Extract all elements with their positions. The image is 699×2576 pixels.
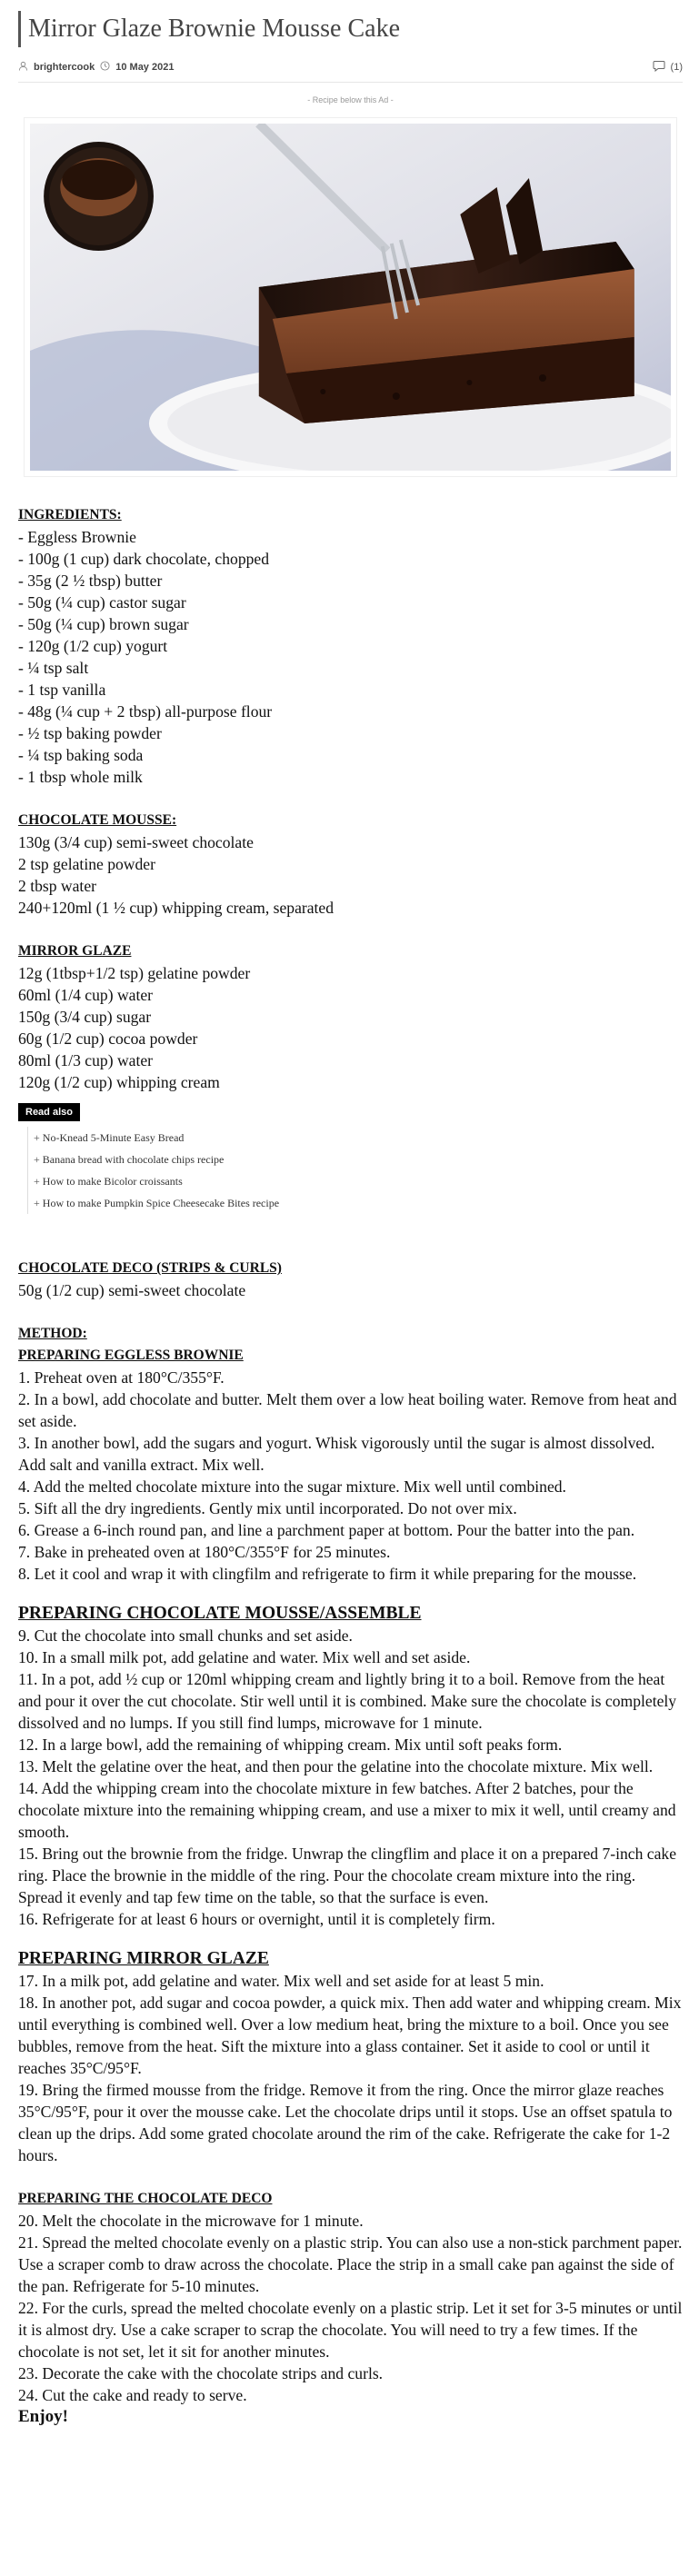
method-step: 24. Cut the cake and ready to serve. [18, 2386, 247, 2404]
method-step: 8. Let it cool and wrap it with clingfilm and refrigerate to firm it while preparing for the mousse. [18, 1565, 637, 1583]
method-step: 17. In a milk pot, add gelatine and water. Mix well and set aside for at least 5 min. [18, 1972, 544, 1990]
method-step: 1. Preheat oven at 180°C/355°F. [18, 1368, 225, 1387]
ingredient-line: 60g (1/2 cup) cocoa powder [18, 1029, 198, 1048]
glaze-heading: MIRROR GLAZE [18, 943, 132, 959]
ingredient-line: 2 tbsp water [18, 877, 96, 895]
brownie-heading: PREPARING EGGLESS BROWNIE [18, 1348, 244, 1363]
method-step: 23. Decorate the cake with the chocolate strips and curls. [18, 2364, 384, 2382]
comments-link[interactable] [653, 60, 683, 75]
ingredient-line: - 120g (1/2 cup) yogurt [18, 637, 168, 655]
method-step: 12. In a large bowl, add the remaining of whipping cream. Mix until soft peaks form. [18, 1736, 563, 1754]
ingredient-line: 12g (1tbsp+1/2 tsp) gelatine powder [18, 964, 251, 982]
ingredient-line: - Eggless Brownie [18, 528, 136, 546]
deco-method-heading: PREPARING THE CHOCOLATE DECO [18, 2191, 273, 2206]
user-icon [18, 61, 28, 74]
read-also-label: Read also [18, 1103, 80, 1121]
ingredient-line: - 1 tbsp whole milk [18, 768, 143, 786]
comment-count: (1) [670, 62, 683, 73]
read-also-link[interactable]: + No-Knead 5-Minute Easy Bread [28, 1127, 683, 1149]
method-step: 19. Bring the firmed mousse from the fridge. Remove it from the ring. Once the mirror glaze reaches 35°C/95°F, pour it over the mousse cake. Let the chocolate drips until it stops. Use an offset spatula to clean up the drips. Add some grated chocolate around the rim of the cake. Refrigerate the cake for 1-2 hours. [18, 2081, 673, 2164]
method-step: 2. In a bowl, add chocolate and butter. Melt them over a low heat boiling water. Remove from heat and set aside. [18, 1390, 677, 1430]
ingredient-line: - 35g (2 ½ tbsp) butter [18, 572, 163, 590]
ingredient-line: - 1 tsp vanilla [18, 681, 106, 699]
method-step: 7. Bake in preheated oven at 180°C/355°F for 25 minutes. [18, 1543, 391, 1561]
method-step: 21. Spread the melted chocolate evenly on a plastic strip. You can also use a non-stick parchment paper. Use a scraper comb to draw across the chocolate. Place the strip in a small cake pan against the side of the pan. Refrigerate for 5-10 minutes. [18, 2233, 683, 2295]
post-meta [18, 60, 683, 83]
method-heading: METHOD: [18, 1326, 87, 1341]
cake-photo [30, 124, 671, 471]
mousse-heading: CHOCOLATE MOUSSE: [18, 812, 177, 828]
method-step: 9. Cut the chocolate into small chunks and set aside. [18, 1626, 353, 1645]
recipe-content [18, 504, 683, 2428]
ingredient-line: - 50g (¼ cup) castor sugar [18, 593, 186, 612]
ingredients-heading: INGREDIENTS: [18, 507, 122, 522]
ingredient-line: - 48g (¼ cup + 2 tbsp) all-purpose flour [18, 702, 273, 721]
ingredient-line: - ¼ tsp baking soda [18, 746, 144, 764]
method-step: 14. Add the whipping cream into the chocolate mixture in few batches. After 2 batches, pour the chocolate mixture into the remaining whipping cream, and use a mixer to mix it well, until creamy and smooth. [18, 1779, 676, 1841]
method-step: 20. Melt the chocolate in the microwave for 1 minute. [18, 2212, 364, 2230]
ingredient-line: - 50g (¼ cup) brown sugar [18, 615, 189, 633]
method-step: 18. In another pot, add sugar and cocoa powder, a quick mix. Then add water and whipping cream. Mix until everything is combined well. Over a low medium heat, bring the mixture to a boil. Once you see bubbles, remove from the heat. Sift the mixture into a glass container. Set it aside to cool or until it reaches 35°C/95°F. [18, 1994, 682, 2077]
read-also-link[interactable]: + How to make Pumpkin Spice Cheesecake Bites recipe [28, 1192, 683, 1214]
ingredient-line: 150g (3/4 cup) sugar [18, 1008, 152, 1026]
read-also-link[interactable]: + How to make Bicolor croissants [28, 1170, 683, 1192]
page-title: Mirror Glaze Brownie Mousse Cake [28, 15, 401, 43]
ingredient-line: - ¼ tsp salt [18, 659, 89, 677]
ingredient-line: - ½ tsp baking powder [18, 724, 162, 742]
enjoy-text: Enjoy! [18, 2407, 68, 2426]
recipe-image [24, 117, 677, 477]
title-bar [18, 11, 683, 47]
author-link[interactable]: brightercook [34, 62, 95, 73]
post-date: 10 May 2021 [115, 62, 175, 73]
ingredient-line: 50g (1/2 cup) semi-sweet chocolate [18, 1281, 246, 1299]
ingredient-line: 240+120ml (1 ½ cup) whipping cream, separated [18, 899, 335, 917]
method-step: 22. For the curls, spread the melted chocolate evenly on a plastic strip. Let it set for 3-5 minutes or until it is almost dry. Use a cake scraper to scrap the chocolate. You will need to try a few times. If the chocolate is not set, let it sit for another minutes. [18, 2299, 683, 2361]
method-step: 4. Add the melted chocolate mixture into the sugar mixture. Mix well until combined. [18, 1477, 566, 1496]
method-step: 3. In another bowl, add the sugars and yogurt. Whisk vigorously until the sugar is almost dissolved. Add salt and vanilla extract. Mix well. [18, 1434, 655, 1474]
ingredient-line: 120g (1/2 cup) whipping cream [18, 1073, 220, 1091]
ingredient-line: - 100g (1 cup) dark chocolate, chopped [18, 550, 270, 568]
ingredient-line: 60ml (1/4 cup) water [18, 986, 154, 1004]
ingredient-line: 80ml (1/3 cup) water [18, 1051, 154, 1069]
method-step: 15. Bring out the brownie from the fridge. Unwrap the clingflim and place it on a prepared 7-inch cake ring. Place the brownie in the middle of the ring. Pour the chocolate cream mixture into the ring. Spread it evenly and tap few time on the table, so that the surface is even. [18, 1845, 677, 1906]
method-step: 5. Sift all the dry ingredients. Gently mix until incorporated. Do not over mix. [18, 1499, 517, 1517]
clock-icon [100, 61, 110, 74]
method-step: 6. Grease a 6-inch round pan, and line a parchment paper at bottom. Pour the batter into the pan. [18, 1521, 635, 1539]
ad-note: - Recipe below this Ad - [307, 95, 394, 104]
ingredient-line: 130g (3/4 cup) semi-sweet chocolate [18, 833, 254, 851]
read-also-link[interactable]: + Banana bread with chocolate chips recipe [28, 1149, 683, 1170]
method-step: 13. Melt the gelatine over the heat, and then pour the gelatine into the chocolate mixture. Mix well. [18, 1757, 654, 1775]
deco-heading: CHOCOLATE DECO (STRIPS & CURLS) [18, 1260, 282, 1276]
ingredient-line: 2 tsp gelatine powder [18, 855, 155, 873]
read-also-box [18, 1099, 683, 1214]
method-step: 16. Refrigerate for at least 6 hours or overnight, until it is completely firm. [18, 1910, 495, 1928]
glaze-method-heading: PREPARING MIRROR GLAZE [18, 1949, 269, 1968]
method-step: 11. In a pot, add ½ cup or 120ml whipping cream and lightly bring it to a boil. Remove from the heat and pour it over the cut chocolate. Stir well until it is combined. Make sure the chocolate is completely dissolved and no lumps. If you still find lumps, microwave for 1 minute. [18, 1670, 677, 1732]
method-step: 10. In a small milk pot, add gelatine and water. Mix well and set aside. [18, 1648, 471, 1666]
comment-icon [653, 60, 665, 75]
mousse-method-heading: PREPARING CHOCOLATE MOUSSE/ASSEMBLE [18, 1604, 422, 1623]
